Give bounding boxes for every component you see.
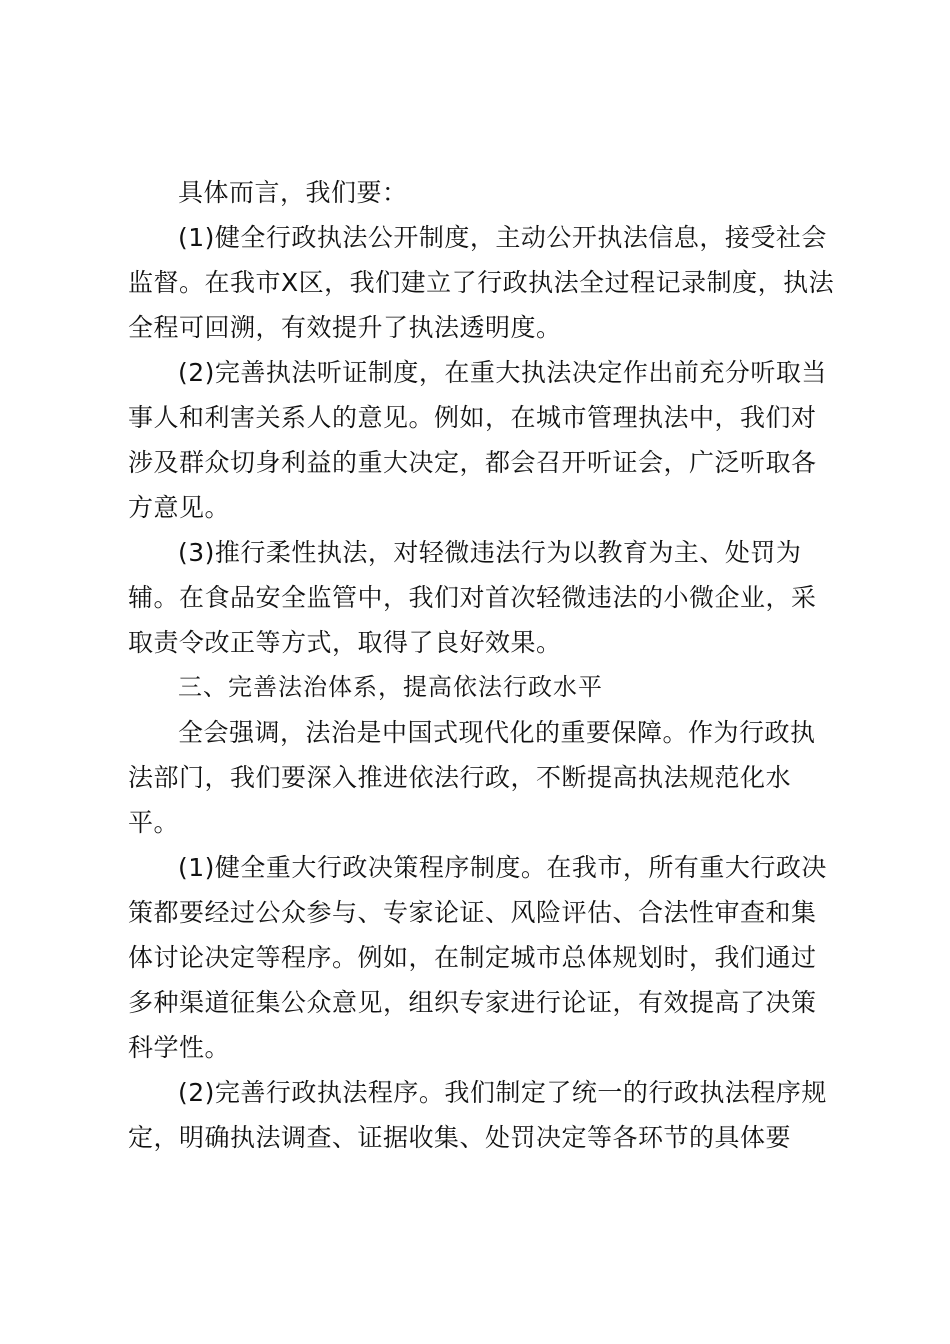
paragraph-item-1-enforcement-disclosure: (1)健全行政执法公开制度，主动公开执法信息，接受社会监督。在我市X区，我们建立了行政执法全过程记录制度，执法全程可回溯，有效提升了执法透明度。 — [128, 223, 835, 342]
paragraph-item-2-enforcement-procedure: (2)完善行政执法程序。我们制定了统一的行政执法程序规定，明确执法调查、证据收集、处罚决定等各环节的具体要 — [128, 1078, 827, 1152]
paragraph-item-2-hearing-system: (2)完善执法听证制度，在重大执法决定作出前充分听取当事人和利害关系人的意见。例如，在城市管理执法中，我们对涉及群众切身利益的重大决定，都会召开听证会，广泛听取各方意见。 — [128, 358, 827, 522]
document-body — [128, 170, 840, 1160]
paragraph-intro: 具体而言，我们要： — [178, 178, 408, 207]
paragraph-item-3-flexible-enforcement: (3)推行柔性执法，对轻微违法行为以教育为主、处罚为辅。在食品安全监管中，我们对首次轻微违法的小微企业，采取责令改正等方式，取得了良好效果。 — [128, 538, 817, 657]
section-heading-3: 三、完善法治体系，提高依法行政水平 — [178, 673, 603, 701]
paragraph-section-3-intro: 全会强调，法治是中国式现代化的重要保障。作为行政执法部门，我们要深入推进依法行政，不断提高执法规范化水平。 — [128, 718, 816, 837]
paragraph-item-1-decision-procedure: (1)健全重大行政决策程序制度。在我市，所有重大行政决策都要经过公众参与、专家论证、风险评估、合法性审查和集体讨论决定等程序。例如，在制定城市总体规划时，我们通过多种渠道征集公众意见，组织专家进行论证，有效提高了决策科学性。 — [128, 853, 827, 1062]
